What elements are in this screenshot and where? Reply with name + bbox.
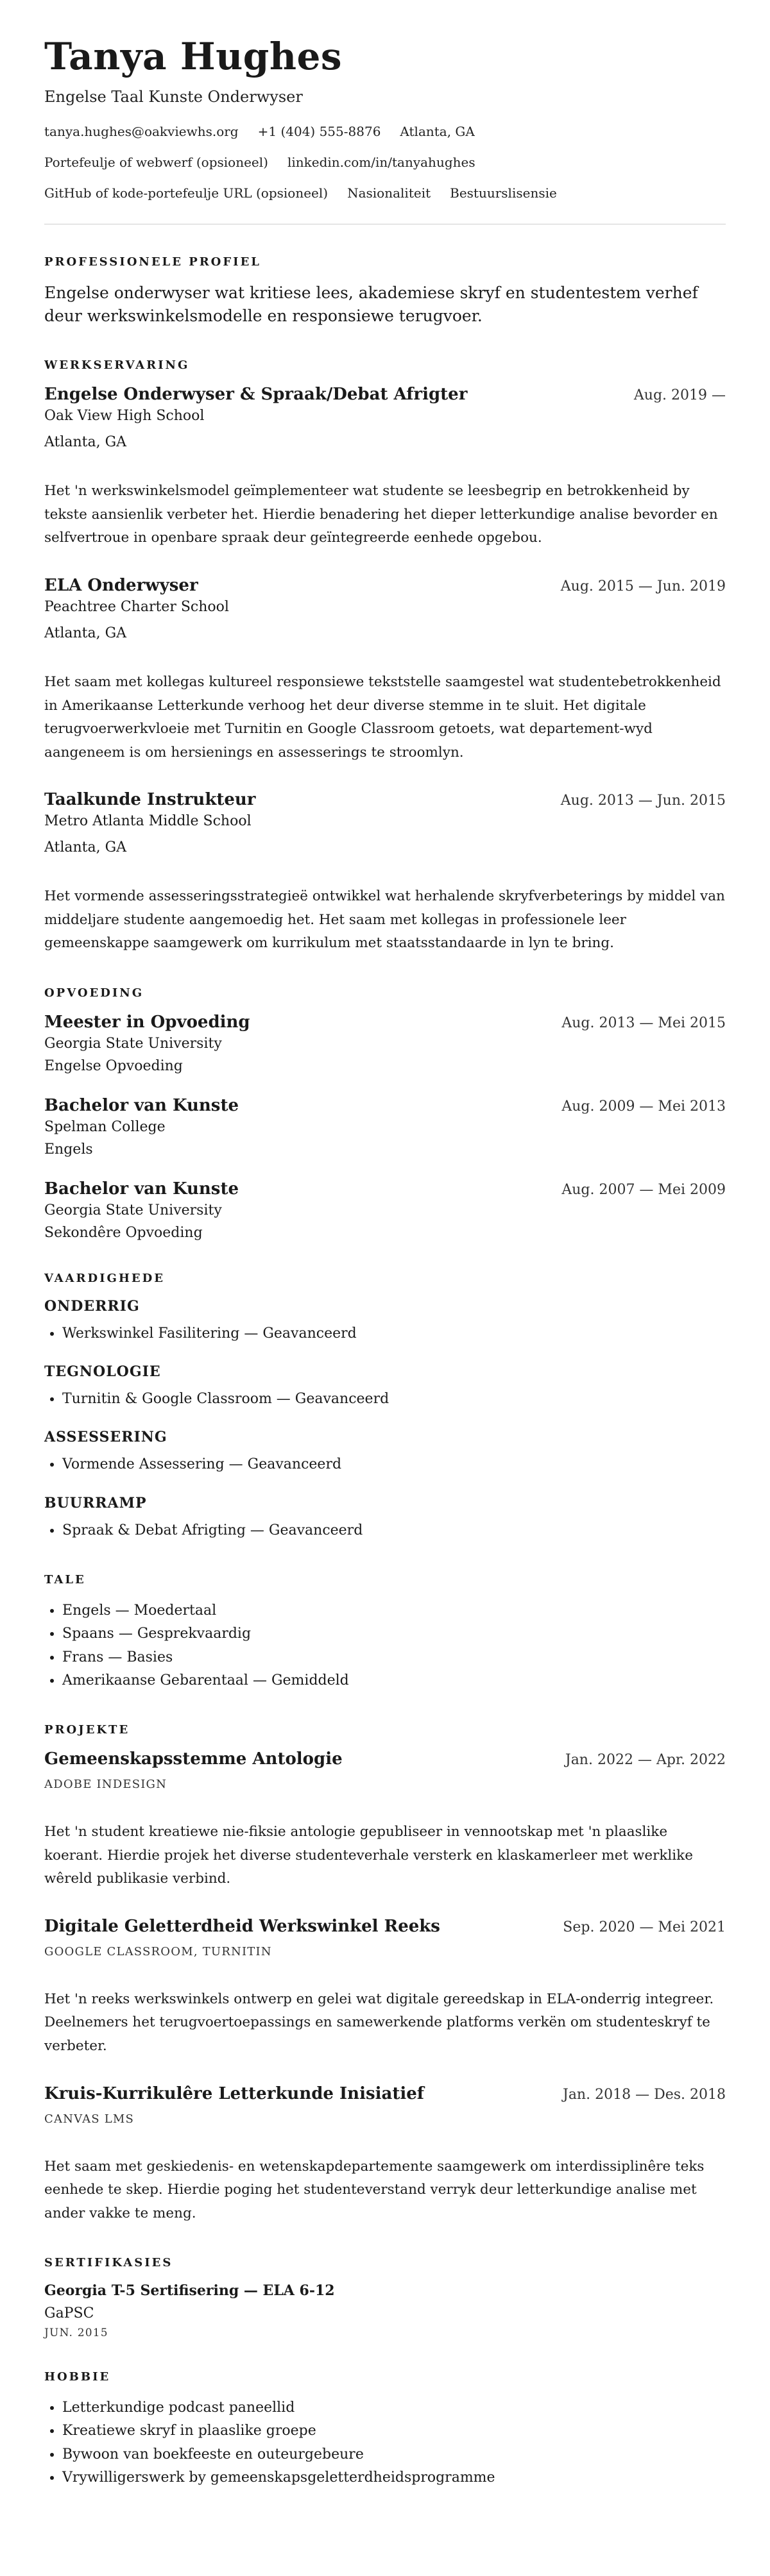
phone[interactable]: +1 (404) 555-8876: [257, 123, 381, 139]
education-school: Georgia State University: [44, 1035, 222, 1052]
experience-location: Atlanta, GA: [44, 434, 127, 451]
github-link[interactable]: GitHub of kode-portefeulje URL (opsioneel): [44, 185, 329, 201]
education-entry: [44, 1013, 726, 1074]
candidate-name: Tanya Hughes: [44, 35, 343, 78]
skill-category: TEGNOLOGIE: [44, 1363, 161, 1381]
experience-location: Atlanta, GA: [44, 625, 127, 642]
education-field: Sekondêre Opvoeding: [44, 1224, 203, 1241]
project-description: Het 'n student kreatiewe nie-fiksie antologie gepubliseer in vennootskap met 'n plaaslike koerant. Hierdie projek het diverse studenteverhale versterk en klaskamerleer met werklike wêreld publikasie verbind.: [44, 1824, 693, 1887]
experience-description: Het 'n werkswinkelsmodel geïmplementeer wat studente se leesbegrip en betrokkenheid by tekste aansienlik verbeter het. Hierdie benadering het dieper letterkundige analise bevorder en selfvertroue in openbare spraak deur geïntegreerde eenhede opgebou.: [44, 483, 718, 546]
contact-row-1: [44, 124, 726, 139]
project-date: Jan. 2022 — Apr. 2022: [565, 1752, 726, 1769]
skill-item: • Spraak & Debat Afrigting — Geavanceerd: [62, 1519, 726, 1542]
project-tech: GOOGLE CLASSROOM, TURNITIN: [44, 1944, 272, 1958]
hobby-item: • Kreatiewe skryf in plaaslike groepe: [62, 2420, 726, 2443]
project-tech: ADOBE INDESIGN: [44, 1778, 167, 1792]
education-field: Engels: [44, 1141, 93, 1158]
experience-entry: [44, 790, 726, 955]
skill-item: • Turnitin & Google Classroom — Geavanceerd: [62, 1388, 726, 1411]
skills-section: [44, 1272, 726, 1542]
skill-item: • Werkswinkel Fasilitering — Geavanceerd: [62, 1322, 726, 1345]
profile-heading: PROFESSIONELE PROFIEL: [44, 255, 261, 269]
experience-title: ELA Onderwyser: [44, 576, 198, 596]
experience-date: Aug. 2013 — Jun. 2015: [560, 793, 726, 809]
experience-title: Taalkunde Instrukteur: [44, 790, 256, 810]
project-title: Digitale Geletterdheid Werkswinkel Reeks: [44, 1916, 440, 1936]
contact-row-2: [44, 155, 726, 170]
certification-entry: [44, 2282, 726, 2339]
location: Atlanta, GA: [400, 123, 475, 139]
experience-employer: Peachtree Charter School: [44, 599, 229, 616]
certification-date: JUN. 2015: [44, 2327, 108, 2340]
language-item: • Amerikaanse Gebarentaal — Gemiddeld: [62, 1669, 726, 1692]
education-school: Spelman College: [44, 1118, 166, 1135]
certification-title: Georgia T-5 Sertifisering — ELA 6-12: [44, 2282, 335, 2300]
language-item: • Frans — Basies: [62, 1646, 726, 1669]
drivers-license: Bestuurslisensie: [450, 185, 557, 201]
skill-category: BUURRAMP: [44, 1494, 147, 1511]
skill-group: [44, 1298, 726, 1345]
education-date: Aug. 2013 — Mei 2015: [561, 1014, 726, 1031]
linkedin-link[interactable]: linkedin.com/in/tanyahughes: [287, 154, 475, 170]
certifications-section: [44, 2256, 726, 2339]
project-tech: CANVAS LMS: [44, 2112, 135, 2126]
project-entry: [44, 1749, 726, 1891]
skill-category: ASSESSERING: [44, 1429, 167, 1446]
project-description: Het saam met geskiedenis- en wetenskapdepartemente saamgewerk om interdissiplinêre teks eenhede te skep. Hierdie poging het studenteverstand verryk deur letterkundige analise met ander vakke te meng.: [44, 2158, 705, 2221]
experience-title: Engelse Onderwyser & Spraak/Debat Afrigter: [44, 385, 468, 405]
projects-heading: PROJEKTE: [44, 1723, 130, 1737]
education-field: Engelse Opvoeding: [44, 1057, 183, 1074]
education-heading: OPVOEDING: [44, 986, 144, 1000]
profile-section: [44, 255, 726, 328]
hobbies-heading: HOBBIE: [44, 2370, 111, 2384]
language-item: • Spaans — Gesprekvaardig: [62, 1622, 726, 1646]
hobby-item: • Vrywilligerswerk by gemeenskapsgeletterdheidsprogramme: [62, 2466, 726, 2489]
languages-heading: TALE: [44, 1573, 86, 1587]
experience-entry: [44, 576, 726, 764]
project-title: Gemeenskapsstemme Antologie: [44, 1749, 343, 1769]
job-title: Engelse Taal Kunste Onderwyser: [44, 87, 303, 106]
projects-section: [44, 1723, 726, 2225]
education-entry: [44, 1179, 726, 1241]
skill-group: [44, 1495, 726, 1542]
language-item: • Engels — Moedertaal: [62, 1599, 726, 1622]
education-date: Aug. 2007 — Mei 2009: [561, 1181, 726, 1198]
education-entry: [44, 1096, 726, 1158]
hobby-item: • Bywoon van boekfeeste en outeurgebeure: [62, 2443, 726, 2466]
experience-date: Aug. 2019 —: [633, 387, 726, 404]
experience-description: Het saam met kollegas kultureel responsiewe tekststelle saamgestel wat studentebetrokkenheid in Amerikaanse Letterkunde verhoog het deur diverse stemme in te sluit. Het digitale terugvoerwerkvloeie met Turnitin en Google Classroom getoets, wat departement-wyd aangeneem is om hersienings en assesserings te stroomlyn.: [44, 674, 721, 761]
education-section: [44, 986, 726, 1241]
experience-employer: Oak View High School: [44, 408, 205, 425]
profile-text: Engelse onderwyser wat kritiese lees, akademiese skryf en studentestem verhef deur werkswinkelsmodelle en responsiewe terugvoer.: [44, 283, 698, 326]
skill-category: ONDERRIG: [44, 1297, 140, 1315]
education-date: Aug. 2009 — Mei 2013: [561, 1098, 726, 1115]
experience-heading: WERKSERVARING: [44, 358, 190, 373]
education-degree: Meester in Opvoeding: [44, 1012, 250, 1032]
experience-section: [44, 358, 726, 955]
experience-location: Atlanta, GA: [44, 839, 127, 856]
education-degree: Bachelor van Kunste: [44, 1179, 239, 1199]
skill-group: [44, 1363, 726, 1411]
project-title: Kruis-Kurrikulêre Letterkunde Inisiatief: [44, 2084, 424, 2103]
portfolio-link[interactable]: Portefeulje of webwerf (opsioneel): [44, 154, 268, 170]
skill-group: [44, 1429, 726, 1476]
email[interactable]: tanya.hughes@oakviewhs.org: [44, 123, 239, 139]
project-description: Het 'n reeks werkswinkels ontwerp en gelei wat digitale gereedskap in ELA-onderrig integreer. Deelnemers het terugvoertoepassings en samewerkende platforms verkën om studenteskryf te verbeter.: [44, 1991, 714, 2054]
project-entry: [44, 2084, 726, 2226]
project-date: Sep. 2020 — Mei 2021: [563, 1919, 726, 1935]
experience-entry: [44, 385, 726, 550]
experience-description: Het vormende assesseringsstrategieë ontwikkel wat herhalende skryfverbeterings by middel van middeljare studente aangemoedig het. Het saam met kollegas in professionele leer gemeenskappe saamgewerk om kurrikulum met staatsstandaarde in lyn te bring.: [44, 888, 725, 952]
project-date: Jan. 2018 — Des. 2018: [563, 2086, 726, 2103]
education-school: Georgia State University: [44, 1202, 222, 1218]
contact-row-3: [44, 185, 726, 201]
education-degree: Bachelor van Kunste: [44, 1095, 239, 1115]
certifications-heading: SERTIFIKASIES: [44, 2256, 173, 2270]
languages-list: [44, 1599, 726, 1692]
hobbies-section: [44, 2370, 726, 2489]
project-entry: [44, 1917, 726, 2058]
experience-date: Aug. 2015 — Jun. 2019: [560, 578, 726, 595]
languages-section: [44, 1573, 726, 1692]
skill-item: • Vormende Assessering — Geavanceerd: [62, 1453, 726, 1476]
nationality: Nasionaliteit: [347, 185, 431, 201]
hobbies-list: [44, 2396, 726, 2489]
hobby-item: • Letterkundige podcast paneellid: [62, 2396, 726, 2420]
skills-heading: VAARDIGHEDE: [44, 1271, 165, 1285]
experience-employer: Metro Atlanta Middle School: [44, 813, 252, 830]
resume-header: [44, 37, 726, 201]
certification-issuer: GaPSC: [44, 2305, 94, 2322]
